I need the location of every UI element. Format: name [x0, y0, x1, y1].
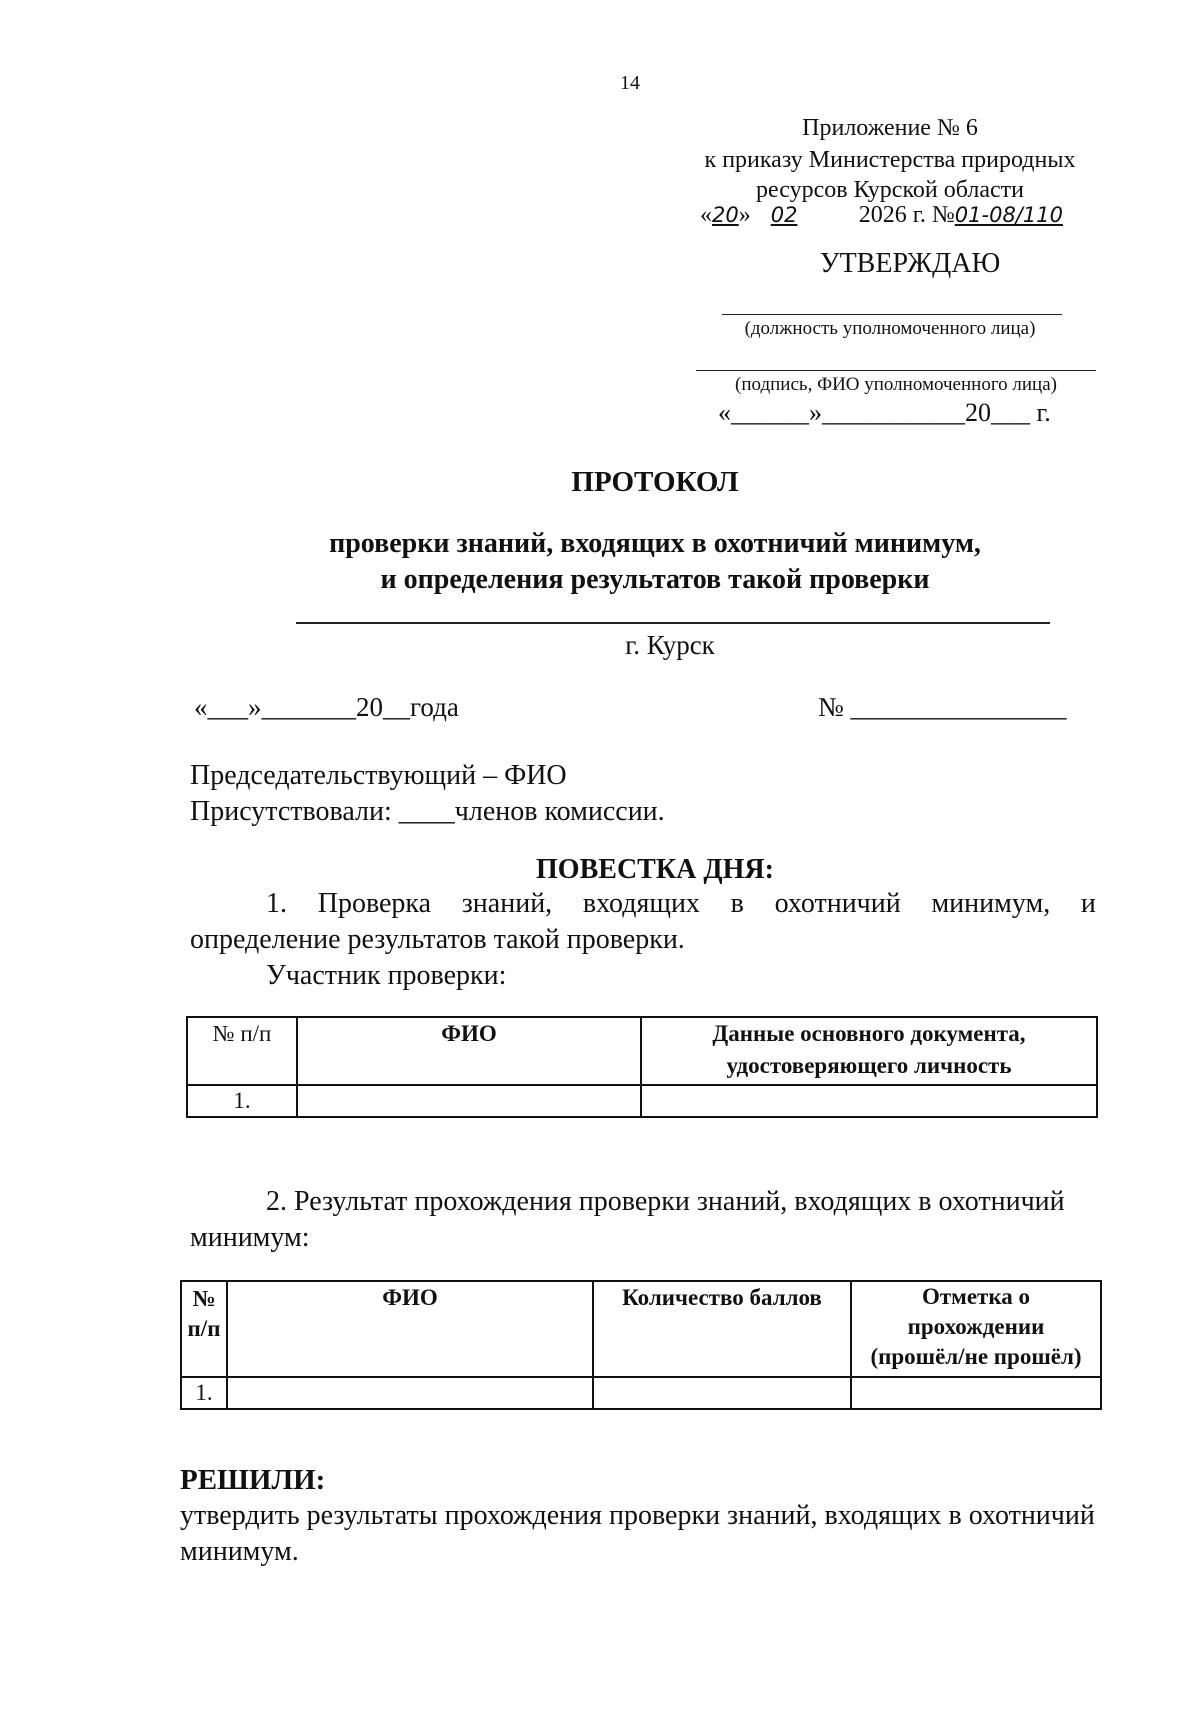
agenda-word: знаний,	[461, 888, 553, 919]
table-row	[181, 1377, 1101, 1409]
header-number: № п/п	[181, 1281, 227, 1377]
position-caption: (должность уполномоченного лица)	[744, 318, 1036, 339]
row-number-cell: 1.	[181, 1377, 227, 1409]
document-subtitle-line1: проверки знаний, входящих в охотничий минимум,	[329, 528, 981, 559]
handwritten-order-number: 01-08/110	[954, 203, 1063, 227]
appendix-order-ref: к приказу Министерства природных	[704, 147, 1076, 173]
agenda-word: в	[730, 888, 744, 919]
row-name-cell	[297, 1085, 641, 1117]
appendix-title: Приложение № 6	[802, 115, 978, 141]
header-score: Количество баллов	[593, 1281, 851, 1377]
agenda-item1-line2: определение результатов такой проверки.	[190, 924, 685, 955]
agenda-heading: ПОВЕСТКА ДНЯ:	[536, 854, 774, 885]
header-pass-mark: Отметка о прохождении (прошёл/не прошёл)	[851, 1281, 1101, 1377]
row-score-cell	[593, 1377, 851, 1409]
header-full-name: ФИО	[297, 1017, 641, 1085]
participant-table	[186, 1016, 1098, 1118]
document-city: г. Курск	[625, 630, 715, 660]
appendix-date-line	[700, 202, 1063, 229]
decision-line1: утвердить результаты прохождения проверки знаний, входящих в охотничий	[180, 1500, 1095, 1531]
row-mark-cell	[851, 1377, 1101, 1409]
results-table-header	[181, 1281, 1101, 1377]
section2-line2: минимум:	[190, 1222, 310, 1253]
agenda-word: и	[1080, 888, 1096, 919]
document-subtitle-line2: и определения результатов такой проверки	[380, 564, 930, 595]
agenda-word: охотничий	[774, 888, 901, 919]
table-row	[187, 1085, 1097, 1117]
agenda-word: входящих	[582, 888, 700, 919]
position-signature-line	[722, 314, 1062, 315]
header-number: № п/п	[187, 1017, 297, 1085]
agenda-word: Проверка	[317, 888, 432, 919]
results-table	[180, 1280, 1102, 1410]
decision-line2: минимум.	[180, 1536, 299, 1567]
handwritten-month: 02	[770, 203, 798, 227]
chairperson-line: Председательствующий – ФИО	[190, 760, 567, 791]
row-number-cell: 1.	[187, 1085, 297, 1117]
attendees-line: Присутствовали: ____членов комиссии.	[190, 796, 665, 827]
handwritten-day: 20	[712, 203, 739, 227]
date-open-quote: «	[700, 202, 712, 228]
row-name-cell	[227, 1377, 593, 1409]
approval-title: УТВЕРЖДАЮ	[819, 248, 1001, 279]
agenda-word: минимум,	[931, 888, 1051, 919]
participant-table-header	[187, 1017, 1097, 1085]
protocol-number-line: № ________________	[818, 692, 1067, 722]
section2-line1: 2. Результат прохождения проверки знаний, входящих в охотничий	[266, 1186, 1065, 1217]
signature-caption: (подпись, ФИО уполномоченного лица)	[735, 374, 1057, 395]
appendix-ministry: ресурсов Курской области	[756, 177, 1024, 203]
decision-heading: РЕШИЛИ:	[180, 1464, 326, 1496]
title-underline	[296, 622, 1050, 624]
header-identity-document: Данные основного документа, удостоверяющего личность	[641, 1017, 1097, 1085]
order-year-label: 2026 г. №	[858, 202, 955, 228]
agenda-word: 1.	[266, 888, 287, 919]
month-field	[751, 202, 859, 229]
participant-label: Участник проверки:	[266, 960, 507, 991]
name-signature-line	[696, 370, 1096, 371]
agenda-item1-line1	[266, 888, 1096, 920]
date-close-quote: »	[738, 202, 751, 228]
approval-date-line: «______»___________20___ г.	[718, 398, 1051, 427]
header-full-name: ФИО	[227, 1281, 593, 1377]
row-document-cell	[641, 1085, 1097, 1117]
page-number: 14	[620, 72, 640, 94]
document-title: ПРОТОКОЛ	[571, 466, 739, 498]
protocol-date-line: «___»_______20__года	[194, 692, 459, 722]
